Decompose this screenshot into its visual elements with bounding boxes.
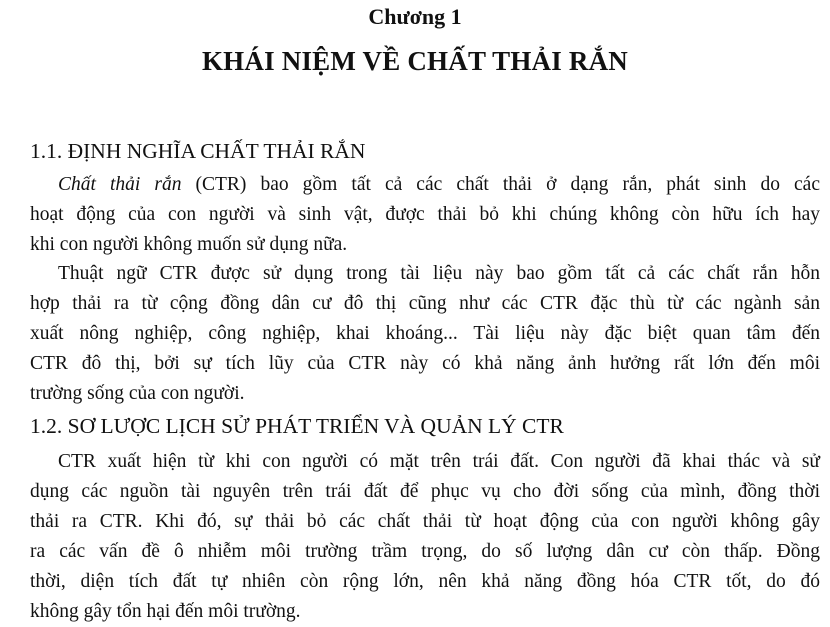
paragraph-line: hoạt động của con người và sinh vật, được thải bỏ khi chúng không còn hữu ích hay (30, 204, 820, 225)
italic-term: Chất thải rắn (58, 174, 182, 195)
paragraph-line: ra các vấn đề ô nhiễm môi trường trầm trọng, do số lượng dân cư còn thấp. Đồng (30, 541, 820, 562)
paragraph-line: xuất nông nghiệp, công nghiệp, khai khoáng... Tài liệu này đặc biệt quan tâm đến (30, 323, 820, 344)
paragraph-definition (30, 170, 820, 260)
section-heading-definition: 1.1. ĐỊNH NGHĨA CHẤT THẢI RẮN (30, 139, 366, 163)
paragraph-line: thời, diện tích đất tự nhiên còn rộng lớn, nên khả năng đồng hóa CTR tốt, do đó (30, 571, 820, 592)
paragraph-line: trường sống của con người. (30, 383, 245, 404)
line-text: (CTR) bao gồm tất cả các chất thải ở dạng rắn, phát sinh do các (195, 174, 820, 195)
paragraph-line (30, 170, 820, 200)
paragraph-history (30, 447, 820, 627)
chapter-label: Chương 1 (368, 4, 462, 29)
section-heading-history: 1.2. SƠ LƯỢC LỊCH SỬ PHÁT TRIỂN VÀ QUẢN LÝ CTR (30, 414, 564, 438)
paragraph-terminology (30, 259, 820, 409)
paragraph-line: hợp thải ra từ cộng đồng dân cư đô thị cũng như các CTR đặc thù từ các ngành sản (30, 293, 820, 314)
paragraph-line: Thuật ngữ CTR được sử dụng trong tài liệu này bao gồm tất cả các chất rắn hỗn (58, 263, 820, 284)
paragraph-line: dụng các nguồn tài nguyên trên trái đất để phục vụ cho đời sống của mình, đồng thời (30, 481, 820, 502)
paragraph-line: khi con người không muốn sử dụng nữa. (30, 234, 348, 255)
paragraph-line: thải ra CTR. Khi đó, sự thải bỏ các chất thải từ hoạt động của con người không gây (30, 511, 820, 532)
paragraph-line: không gây tổn hại đến môi trường. (30, 601, 301, 622)
chapter-title: KHÁI NIỆM VỀ CHẤT THẢI RẮN (201, 46, 629, 76)
paragraph-line: CTR đô thị, bởi sự tích lũy của CTR này có khả năng ảnh hưởng rất lớn đến môi (30, 353, 820, 374)
paragraph-line: CTR xuất hiện từ khi con người có mặt trên trái đất. Con người đã khai thác và sử (58, 451, 820, 472)
